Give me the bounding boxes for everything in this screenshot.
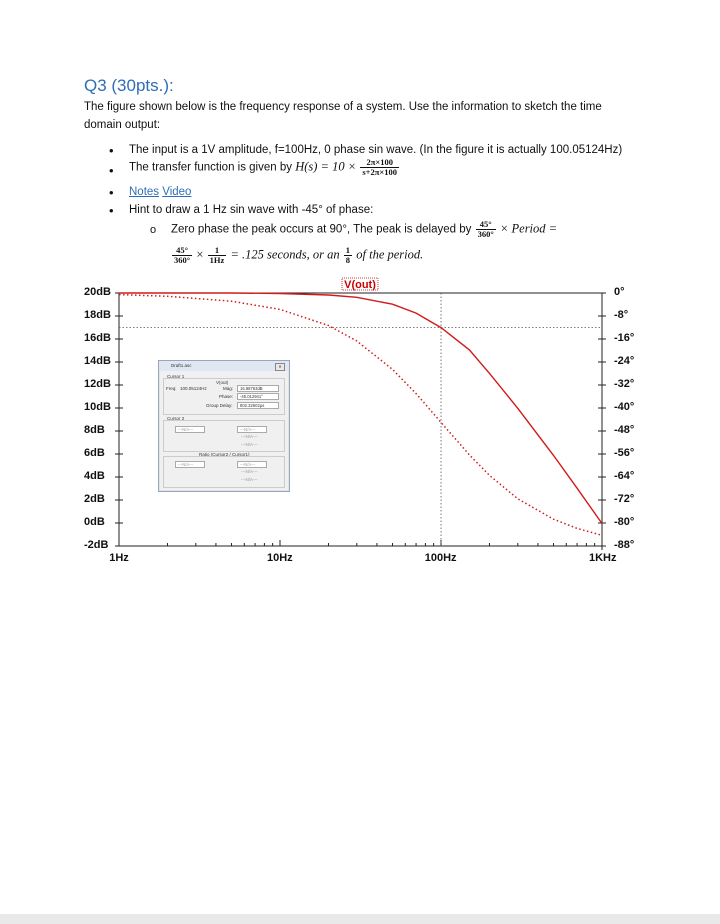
phase-value: -45.012941°: [237, 393, 279, 400]
freq-label: Freq:: [166, 386, 177, 391]
column-label: V(out): [216, 380, 229, 385]
x-tick-label: 100Hz: [424, 552, 457, 564]
cursor-window-title: Draft1.asc: [171, 363, 192, 368]
tf-denominator: s+2π×100: [362, 167, 398, 177]
sub2-tail: of the period.: [356, 247, 424, 262]
y-right-tick-label: 0°: [614, 286, 625, 298]
frac-den: 8: [345, 255, 351, 265]
frac-den: 360°: [174, 255, 191, 265]
frac-num: 45°: [172, 246, 192, 256]
y-left-tick-label: 4dB: [84, 470, 105, 482]
cursor-window[interactable]: [158, 360, 290, 492]
sub1-text: Zero phase the peak occurs at 90°, The peak is delayed by: [171, 223, 472, 236]
x-tick-label: 10Hz: [267, 552, 293, 564]
ratio-label: Ratio (Cursor2 / Cursor1): [199, 452, 250, 457]
x-tick-label: 1Hz: [109, 552, 129, 564]
y-left-tick-label: 12dB: [84, 378, 111, 390]
bode-plot: [0, 276, 720, 576]
times-sign: ×: [196, 247, 204, 262]
sub2-fraction-2: [208, 246, 227, 265]
y-right-tick-label: -56°: [614, 447, 635, 459]
y-right-tick-label: -88°: [614, 539, 635, 551]
ratio-group-delay: ---N/A---: [241, 477, 258, 482]
y-left-tick-label: 0dB: [84, 516, 105, 528]
bullet-marker: •: [109, 203, 114, 218]
bullet-input-text: The input is a 1V amplitude, f=100Hz, 0 phase sin wave. (In the figure it is actually 100.05124Hz): [129, 144, 623, 156]
cursor2-label: Cursor 2: [167, 416, 185, 421]
tf-numerator: 2π×100: [360, 158, 399, 168]
ratio-phase: ---N/A---: [241, 469, 258, 474]
freq-value: 100.05124Hz: [180, 386, 207, 391]
cursor2-freq: ---N/A---: [175, 426, 205, 433]
question-title: Q3 (30pts.):: [84, 76, 174, 95]
y-right-tick-label: -80°: [614, 516, 635, 528]
video-link[interactable]: Video: [162, 186, 192, 198]
y-right-tick-label: -24°: [614, 355, 635, 367]
frac-den: 1Hz: [209, 255, 225, 265]
y-left-tick-label: 20dB: [84, 286, 111, 298]
y-left-tick-label: 2dB: [84, 493, 105, 505]
intro-line-1: The figure shown below is the frequency response of a system. Use the information to sketch the time: [84, 101, 602, 113]
cursor2-group-delay: ---N/A---: [241, 442, 258, 447]
y-left-tick-label: -2dB: [84, 539, 109, 551]
x-tick-label: 1KHz: [589, 552, 617, 564]
sub-bullet-line-1: [171, 220, 557, 239]
bullet-marker: •: [109, 163, 114, 178]
y-left-tick-label: 6dB: [84, 447, 105, 459]
mag-value: 16.98763dB: [237, 385, 279, 392]
ratio-mag: ---N/A---: [237, 461, 267, 468]
sub2-eq: = .125 seconds, or an: [230, 247, 340, 262]
cursor2-mag: ---N/A---: [237, 426, 267, 433]
tf-fraction: [360, 158, 399, 177]
y-right-tick-label: -64°: [614, 470, 635, 482]
ratio-freq: ---N/A---: [175, 461, 205, 468]
tf-text: The transfer function is given by: [129, 161, 292, 174]
frac-num: 1: [345, 245, 351, 255]
sub2-fraction-1: [172, 246, 192, 265]
intro-line-2: domain output:: [84, 119, 161, 131]
frac-num: 45°: [476, 220, 496, 230]
sub-bullet-line-2: [171, 246, 423, 265]
bullet-transfer-function: [129, 158, 400, 177]
cursor-window-titlebar[interactable]: [159, 361, 289, 371]
sub-bullet-marker: o: [150, 224, 157, 236]
bullet-marker: •: [109, 143, 114, 158]
sub1-fraction: [476, 220, 496, 239]
group-delay-value: 802.32602µs: [237, 402, 279, 409]
chart-title: V(out): [344, 279, 376, 291]
y-right-tick-label: -8°: [614, 309, 629, 321]
tf-lhs: H(s) = 10 ×: [295, 159, 357, 174]
cursor2-group: [163, 420, 285, 452]
sub2-fraction-3: [344, 246, 352, 265]
notes-link[interactable]: Notes: [129, 186, 160, 198]
bullet-links: [129, 186, 191, 198]
cursor2-phase: ---N/A---: [241, 434, 258, 439]
y-right-tick-label: -40°: [614, 401, 635, 413]
frac-den: 360°: [477, 229, 494, 239]
frac-num: 1: [208, 246, 227, 256]
y-left-tick-label: 16dB: [84, 332, 111, 344]
y-right-tick-label: -72°: [614, 493, 635, 505]
cursor1-label: Cursor 1: [167, 374, 185, 379]
bullet-marker: •: [109, 185, 114, 200]
bullet-hint: Hint to draw a 1 Hz sin wave with -45° of phase:: [129, 204, 374, 216]
group-delay-label: Group Delay:: [206, 403, 233, 408]
y-left-tick-label: 18dB: [84, 309, 111, 321]
y-right-tick-label: -32°: [614, 378, 635, 390]
y-right-tick-label: -16°: [614, 332, 635, 344]
y-left-tick-label: 14dB: [84, 355, 111, 367]
y-left-tick-label: 10dB: [84, 401, 111, 413]
close-icon[interactable]: ✕: [275, 363, 285, 371]
y-right-tick-label: -48°: [614, 424, 635, 436]
sub1-tail: × Period =: [499, 221, 558, 236]
y-left-tick-label: 8dB: [84, 424, 105, 436]
phase-label: Phase:: [219, 394, 234, 399]
mag-label: Mag:: [223, 386, 234, 391]
